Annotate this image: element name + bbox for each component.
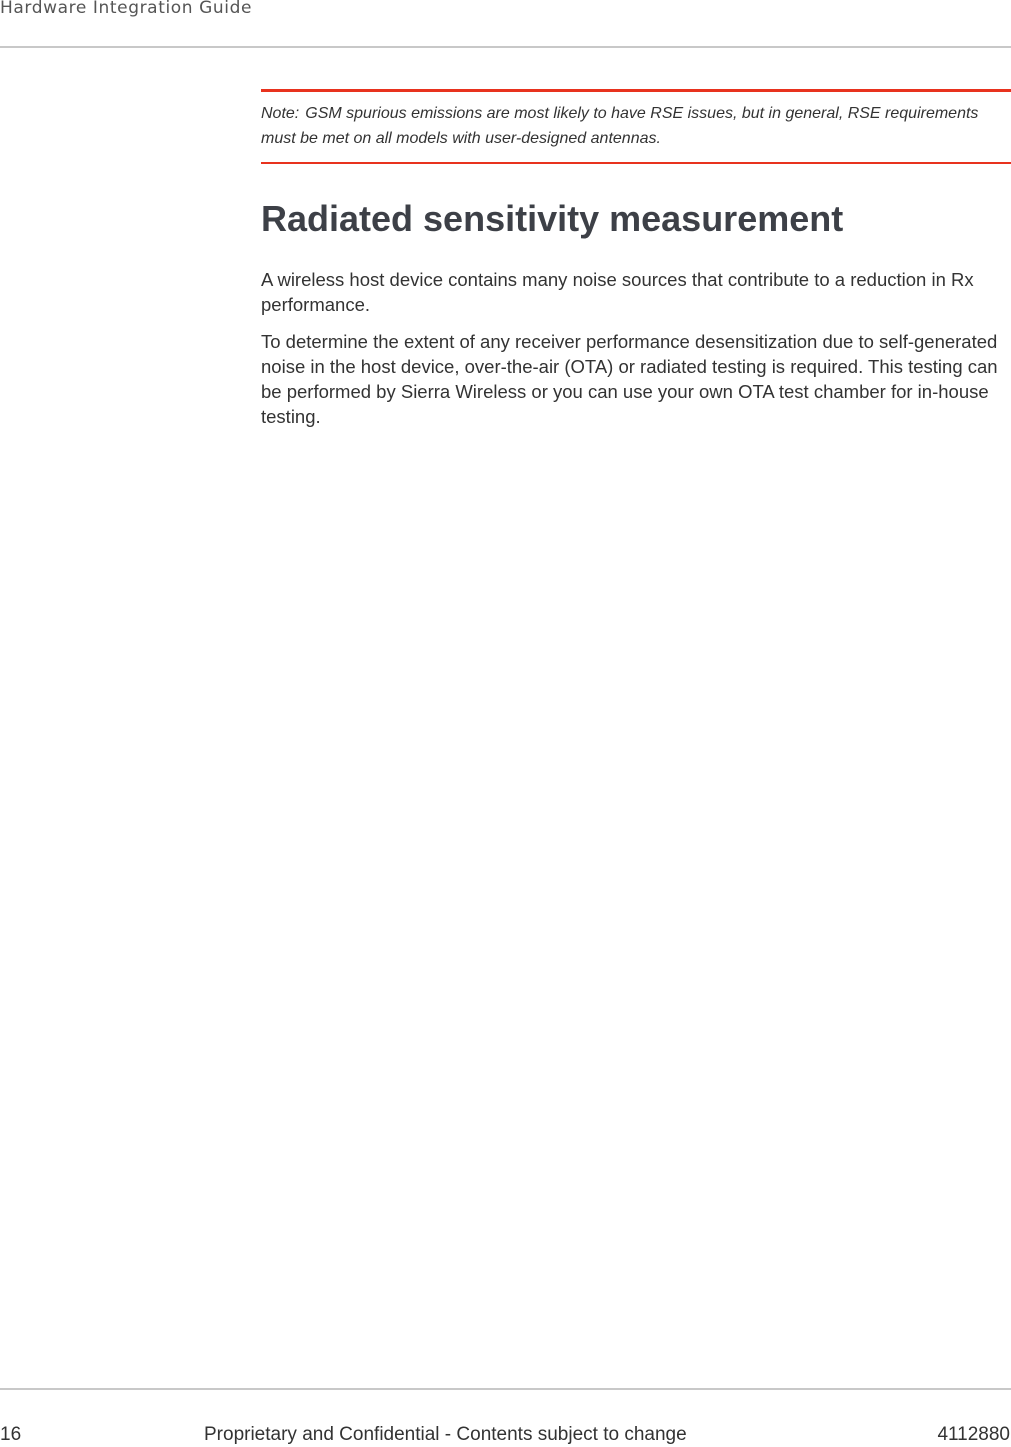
body-paragraph-1: A wireless host device contains many noise sources that contribute to a reduction in Rx performance. bbox=[261, 269, 974, 315]
note-box bbox=[261, 89, 1011, 164]
footer-document-number: 4112880 bbox=[937, 1424, 1010, 1445]
note-paragraph bbox=[261, 101, 1011, 151]
note-text: GSM spurious emissions are most likely to have RSE issues, but in general, RSE requirements must be met on all models with user-designed antennas. bbox=[261, 105, 979, 147]
footer-page-number: 16 bbox=[0, 1424, 22, 1445]
running-header-title: Hardware Integration Guide bbox=[0, 0, 253, 18]
footer-confidentiality-notice: Proprietary and Confidential - Contents subject to change bbox=[204, 1424, 687, 1445]
header-divider bbox=[0, 46, 1011, 48]
note-label: Note: bbox=[261, 105, 300, 122]
footer-divider bbox=[0, 1388, 1011, 1390]
section-heading: Radiated sensitivity measurement bbox=[261, 198, 844, 239]
body-paragraph-2: To determine the extent of any receiver performance desensitization due to self-generated noise in the host device, over-the-air (OTA) or radiated testing is required. This testing can be performed by Sierra Wireless or you can use your own OTA test chamber for in-house testing. bbox=[261, 331, 998, 427]
